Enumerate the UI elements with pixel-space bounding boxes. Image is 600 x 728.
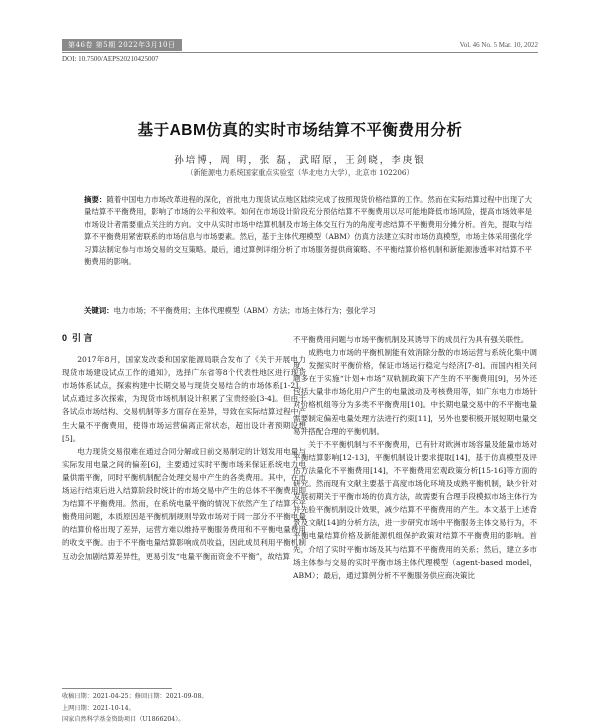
footnotes (62, 691, 306, 726)
abstract (84, 194, 532, 268)
left-column (62, 330, 306, 563)
keywords (84, 305, 532, 317)
body-paragraph: 2017年8月，国家发改委和国家能源局联合发布了《关于开展电力现货市场建设试点工作的通知》，选择广东省等8个代表性地区进行现货市场体系试点，探索构建中长期交易与现货交易结合的市场体系[1-2]。试点通过多次探索，为现货市场机制设计积累了宝贵经验[3-4]。但由于各试点市场结构、交易机制等多方面存在差异，导致在实际结算过程中产生大量不平衡费用，使得市场运营偏离正常状态，超出设计者预期设想[5]。 (62, 355, 306, 443)
doi-text[interactable]: DOI: 10.7500/AEPS20210425007 (62, 55, 159, 63)
abstract-text: 随着中国电力市场改革进程的深化，首批电力现货试点地区陆续完成了按照现货价格结算的工作。然而在实际结算过程中出现了大量结算不平衡费用，影响了市场的公平和效率。如何在市场设计阶段充分预估结算不平衡费用以尽可能地降低市场风险，提高市场效率是市场设计者需要重点关注的方向。文中从实时市场中结算机制及市场主体交互行为的角度考虑结算不平衡费用分摊分析。首先，提取与结算不平衡费用紧密联系的市场信息与市场要素。然后，基于主体代理模型（ABM）仿真方法建立实时市场仿真模型，市场主体采用强化学习算法制定参与市场交易的交互策略。最后，通过算例详细分析了市场服务提供商策略、不平衡结算价格机制和新能源渗透率对结算不平衡费用的影响。 (84, 195, 532, 267)
footnote-rule (62, 688, 172, 689)
body-paragraph: 不平衡费用问题与市场平衡机制及其诱导下的成员行为具有强关联性。 (293, 335, 529, 344)
footnote-received: 收稿日期：2021-04-25；修回日期：2021-09-08。 (62, 693, 208, 700)
right-column (293, 333, 537, 582)
paper-title: 基于ABM仿真的实时市场结算不平衡费用分析 (137, 122, 463, 139)
abstract-label: 摘要： (84, 195, 107, 204)
footnote-online: 上网日期：2021-10-14。 (62, 704, 135, 712)
section-heading (62, 332, 306, 345)
keywords-label: 关键词： (84, 306, 114, 315)
journal-reference: Vol. 46 No. 5 Mar. 10, 2022 (459, 41, 538, 49)
footnote-funding: 国家自然科学基金资助项目（U1866204）。 (62, 716, 185, 723)
body-paragraph: 成熟电力市场的平衡机制能有效消除分散的市场运营与系统化集中调度，发掘实时平衡价格，保证市场运行稳定与经济[7-8]。而国内相关问题多在于实施“计划+市场”双轨制政策下产生的不平衡费用[9]，另外还包括大量非市场化用户产生的电量波动及考核费用等，如广东电力市场针对价格机组等分为多类不平衡费用[10]。中长期电量交易中的不平衡电量需要制定偏差电量处理方法进行约束[11]，另外也要积极开展短期电量交易并搭配合理的平衡机制。 (293, 348, 537, 436)
author-list: 孙培博，周 明，张 磊，武昭原，王剑晓，李庚银 (174, 155, 426, 166)
section-number: 0 (62, 333, 68, 343)
section-title: 引 言 (72, 333, 93, 343)
header-rule (62, 52, 538, 53)
issue-header: 第46卷 第5期 2022年3月10日 (62, 39, 182, 51)
body-paragraph: 关于不平衡机制与不平衡费用，已有针对欧洲市场容量及能量市场对平衡结算影响[12-13]，平衡机制设计要求提取[14]，基于仿真模型及评估方法量化不平衡费用[14]，不平衡费用宏观政策分析[15-16]等方面的研究。然而现有文献主要基于高度市场化环境及成熟平衡机制，缺少针对发展初期关于平衡市场的仿真方法，故需要有合理手段模拟市场主体行为并先验平衡机制设计效果，减少结算不平衡费用的产生。本文基于上述背景及文献[14]的分析方法，进一步研究市场中平衡服务主体交易行为，不平衡电量结算价格及新能源机组保护政策对结算不平衡费用的影响。首先，介绍了实时平衡市场及其与结算不平衡费用的关系；然后，建立多市场主体参与交易的实时平衡市场主体代理模型（agent-based model，ABM）；最后，通过算例分析不平衡服务供应商决策比 (293, 439, 537, 580)
affiliation: （新能源电力系统国家重点实验室（华北电力大学），北京市 102206） (186, 168, 414, 177)
keywords-text: 电力市场；不平衡费用；主体代理模型（ABM）方法；市场主体行为；强化学习 (113, 306, 376, 315)
body-paragraph: 电力现货交易很难在通过合同分解或日前交易制定的计划发用电量与实际发用电量之间的偏差[6]，主要通过实时平衡市场来保证系统电力电量供需平衡，同时平衡机制配合处理交易中产生的各类费用。其中，在市场运行结束后进入结算阶段时统计的市场交易中产生的总体不平衡费用即为结算不平衡费用。然而，在系统电量平衡的情况下依然产生了结算不平衡费用问题，本质原因是平衡机制规则导致市场对于同一部分不平衡电量的结算价格出现了差异，运营方难以维持平衡服务费用和不平衡电量费用的收支平衡。由于不平衡电量结算影响成员收益，因此成员利用平衡机制互动会加剧结算差异性，更易引发“电量平衡而资金不平衡”，故结算 (62, 446, 306, 561)
